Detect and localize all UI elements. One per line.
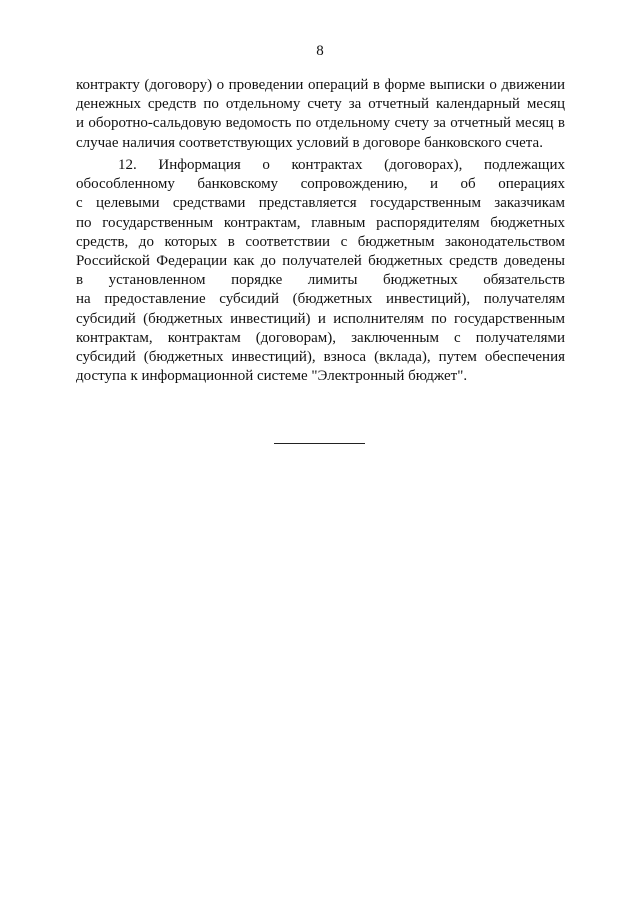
text-line: контрактам, контрактам (договорам), заключенным с получателями [76, 329, 565, 346]
paragraph-continued [76, 76, 565, 153]
text-line: средств, до которых в соответствии с бюджетным законодательством [76, 233, 565, 250]
text-line: субсидий (бюджетных инвестиций) и исполнителям по государственным [76, 310, 565, 327]
text-line: 12. Информация о контрактах (договорах), подлежащих [118, 157, 565, 173]
text-line: денежных средств по отдельному счету за отчетный календарный месяц [76, 96, 565, 113]
text-line: на предоставление субсидий (бюджетных инвестиций), получателям [76, 291, 565, 308]
text-line: доступа к информационной системе "Электронный бюджет". [76, 368, 468, 385]
text-line: Российской Федерации как до получателей бюджетных средств доведены [76, 252, 565, 269]
text-line: субсидий (бюджетных инвестиций), взноса (вклада), путем обеспечения [76, 348, 565, 365]
text-line: в установленном порядке лимиты бюджетных обязательств [76, 272, 565, 289]
end-divider [274, 443, 365, 444]
text-line: по государственным контрактам, главным распорядителям бюджетных [76, 214, 565, 231]
text-line: случае наличия соответствующих условий в договоре банковского счета. [76, 134, 543, 151]
page-number: 8 [316, 43, 324, 59]
text-line: контракту (договору) о проведении операций в форме выписки о движении [76, 77, 565, 93]
text-line: с целевыми средствами представляется государственным заказчикам [76, 195, 565, 212]
text-line: и оборотно-сальдовую ведомость по отдельному счету за отчетный месяц в [76, 115, 565, 132]
paragraph-item-12 [76, 156, 565, 386]
text-line: обособленному банковскому сопровождению, и об операциях [76, 176, 565, 193]
